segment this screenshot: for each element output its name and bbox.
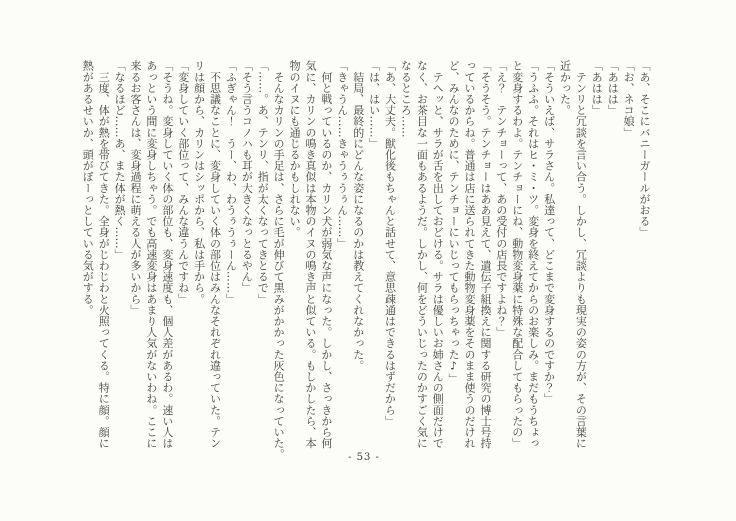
text-line: 物のイヌにも通じるかもしれない。	[288, 60, 302, 238]
text-line: 「そういえば、サラさん。私達って、どこまで変身するのですか？」	[542, 60, 556, 405]
text-line: 「そうそう。テンチョーはああ見えて、遺伝子組換えに関する研究の博士号持	[478, 60, 492, 449]
text-line: 「……。あ、テンリ、指が太くなってきとるで」	[256, 60, 270, 305]
text-line: 何と戦っているのか、カリン犬が弱気な声になった。しかし、さっきから何	[319, 60, 333, 449]
text-line: 近かった。	[558, 60, 572, 116]
text-line: ど、みんなのために、テンチョーにいじってもらっちゃった♪」	[447, 60, 461, 384]
text-line: 結局、最終的にどんな姿になるのかは教えてくれなかった。	[351, 60, 365, 371]
text-line: リは顔から、カリンはシッポから、私は手から。	[192, 60, 206, 305]
text-line: 「お、ネコ娘」	[622, 60, 636, 138]
text-line: 「は、はい……」	[367, 60, 381, 149]
text-line: 気に、カリンの鳴き真似は本物のイヌの鳴き声と似ている。もしかしたら、本	[303, 60, 317, 449]
text-line: あっという間に変身しちゃう。でも高速変身はあまり人気がないわね。ここに	[144, 60, 158, 449]
text-line: 熱があるせいか、頭がぼーっとしている気がする。	[81, 60, 95, 316]
text-line: なく、お茶目な一面もあるようだ。しかし、何をどういじったのかすごく気に	[415, 60, 429, 449]
text-line: 「あはは」	[590, 60, 604, 116]
text-line: と変身するわよ。テンチョーにね、動物変身薬に特殊な配合してもらったの」	[510, 60, 524, 449]
text-line: 「あはは」	[606, 60, 620, 116]
text-line: 「あ、大丈夫。獣化後もちゃんと話せて、意思疎通はできるはずだから」	[383, 60, 397, 427]
text-line: 「そう言うコノハも耳が大きくなっとるやん」	[240, 60, 254, 294]
text-line: なるところ……	[399, 60, 413, 138]
page-number: - 53 -	[348, 452, 380, 463]
text-line: 「うふふ。それはヒ・ミ・ツ。変身を終えてからのお楽しみ。まだもうちょっ	[526, 60, 540, 449]
text-line: 「そうね。変身していく体の部位も、変身速度も、個人差があるわ。速い人は	[160, 60, 174, 449]
text-line: テヘッと、サラが舌を出しておどける。サラは優しいお姉さんの側面だけで	[431, 60, 445, 449]
text-line: 「ふぎゃん！ うー、わ、わうぅうぅーん……」	[224, 60, 238, 305]
text-line: っているからね。普通は店に送られてきた動物変身薬をそのまま使うのだけれ	[463, 60, 477, 449]
text-line: 三度、体が熱を帯びてきた。全身がじわじわと火照ってくる。特に顔。顔に	[97, 60, 111, 449]
text-line: テンリと冗談を言い合う。しかし、冗談よりも現実の姿の方が、その言葉に	[574, 60, 588, 449]
text-line: 来るお客さんは、変身過程に萌える人が多いから」	[129, 60, 142, 316]
text-line: 「きゃうん……きゃうぅうぅん……」	[335, 60, 349, 249]
text-line: 「なるほど……あ、また体が熱く……」	[113, 60, 127, 260]
text-line: 「変身していく部位って、みんな違うんですね」	[176, 60, 190, 305]
text-line: そんなカリンの手足は、さらに毛が伸びて黒みがかかった灰色になっていた。	[272, 60, 286, 460]
text-line: 「え？ テンチョーって、あの受付の店長ですよね？」	[494, 60, 508, 338]
text-line: 不思議なことに、変身していく体の部位はみんなそれぞれ違っていた。テン	[208, 60, 222, 449]
text-line: 「あ、そこにバニーガールがおる」	[638, 60, 651, 238]
